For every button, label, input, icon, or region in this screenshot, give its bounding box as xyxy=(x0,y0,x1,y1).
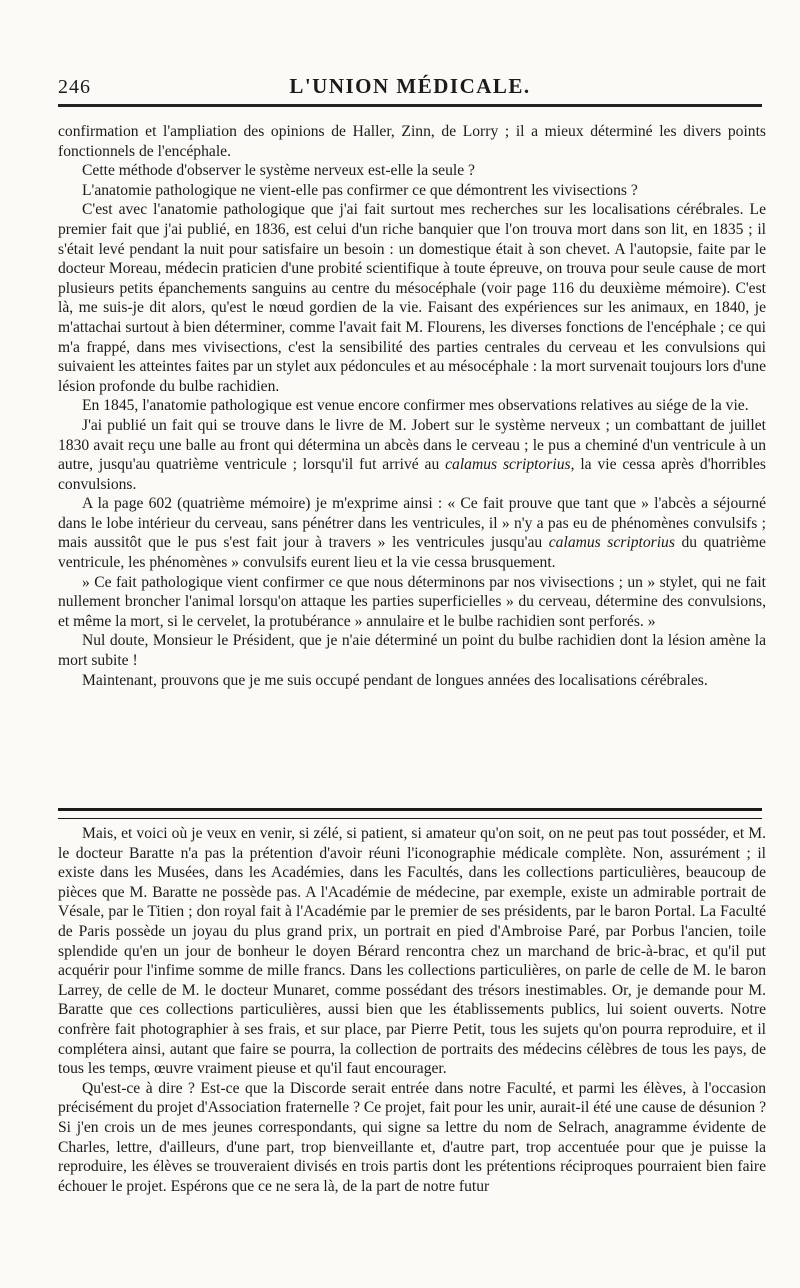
page-header xyxy=(58,68,762,104)
paragraph: Qu'est-ce à dire ? Est-ce que la Discorde serait entrée dans notre Faculté, et parmi les élèves, à l'occasion précisément du projet d'Association fraternelle ? Ce projet, fait pour les unir, aurait-il été une cause de désunion ? Si j'en crois un de mes jeunes correspondants, qui signe sa lettre du nom de Selrach, anagramme évidente de Charles, lettre, d'ailleurs, d'une part, trop bienveillante et, d'autre part, trop accentuée pour que je puisse la reproduire, les élèves se trouveraient divisés en trois partis dont les prétentions réciproques pourraient bien faire échouer le projet. Espérons que ce ne sera là, de la part de notre futur xyxy=(58,1079,766,1195)
paragraph: L'anatomie pathologique ne vient-elle pas confirmer ce que démontrent les vivisections ? xyxy=(82,181,638,199)
paragraph: confirmation et l'ampliation des opinions de Haller, Zinn, de Lorry ; il a mieux déterminé les divers points fonctionnels de l'encéphale. xyxy=(58,123,766,160)
paragraph: J'ai publié un fait qui se trouve dans le livre de M. Jobert sur le système nerveux ; un combattant de juillet 1830 avait reçu une balle au front qui détermina un abcès dans le cerveau ; le pus a cheminé d'un ventricule à un autre, jusqu'au quatrième ventricule ; lorsqu'il fut arrivé au calamus scriptorius, la vie cessa après d'horribles convulsions. xyxy=(58,416,766,493)
paragraph: C'est avec l'anatomie pathologique que j'ai fait surtout mes recherches sur les localisations cérébrales. Le premier fait que j'ai publié, en 1836, est celui d'un riche banquier que l'on trouva mort dans son lit, en 1835 ; il s'était levé pendant la nuit pour satisfaire un besoin : un domestique était à son chevet. A l'autopsie, faite par le docteur Moreau, médecin praticien d'une probité scientifique à toute épreuve, on trouva pour seule cause de mort plusieurs petits épanchements sanguins au centre du mésocéphale (voir page 116 du deuxième mémoire). C'est là, me suis-je dit alors, qu'est le nœud gordien de la vie. Faisant des expériences sur les animaux, en 1840, je m'attachai surtout à bien déterminer, comme l'avait fait M. Flourens, les diverses fonctions de l'encéphale ; ce qui m'a frappé, dans mes vivisections, c'est la sensibilité des parties centrales du cerveau et les convulsions qui suivaient les atteintes faites par un stylet aux pédoncules et au mésocéphale : la mort survenait toujours lors d'une lésion profonde du bulbe rachidien. xyxy=(58,201,766,395)
article-iconographie xyxy=(58,824,766,1196)
paragraph: En 1845, l'anatomie pathologique est venue encore confirmer mes observations relatives au siége de la vie. xyxy=(82,397,749,415)
paragraph: Mais, et voici où je veux en venir, si zélé, si patient, si amateur qu'on soit, on ne peut pas tout posséder, et M. le docteur Baratte n'a pas la prétention d'avoir réuni l'iconographie médicale complète. Non, assurément ; il existe dans les Musées, dans les Académies, dans les Facultés, dans les collections particulières, beaucoup de pièces que M. Baratte ne possède pas. A l'Académie de médecine, par exemple, existe un admirable portrait de Vésale, par le Titien ; don royal fait à l'Académie par le premier de ses présidents, par le baron Portal. La Faculté de Paris possède un joyau du plus grand prix, un portrait en pied d'Ambroise Paré, par Porbus l'ancien, toile splendide qu'en un jour de bonheur le doyen Bérard rencontra chez un marchand de bric-à-brac, et qu'il put acquérir pour l'infime somme de mille francs. Dans les collections particulières, on parle de celle de M. le baron Larrey, de celle de M. le docteur Munaret, comme possédant des trésors inestimables. Or, je demande pour M. Baratte que ces collections particulières, aussi bien que les établissements publics, lui soient ouverts. Notre confrère fait photographier à ses frais, et sur place, par Pierre Petit, tous les sujets qu'on pourra reproduire, et il complétera ainsi, autant que faire se pourra, la collection de portraits des médecins célèbres de tous les pays, de tous les temps, œuvre vraiment pieuse et qu'il faut encourager. xyxy=(58,825,766,1078)
paragraph: Nul doute, Monsieur le Président, que je n'aie déterminé un point du bulbe rachidien dont la lésion amène la mort subite ! xyxy=(58,632,766,670)
latin-term: calamus scriptorius xyxy=(548,534,675,552)
article-localisations xyxy=(58,122,766,690)
header-rule xyxy=(58,104,762,107)
quotation-paragraph: A la page 602 (quatrième mémoire) je m'exprime ainsi : « Ce fait prouve que tant que » l'abcès a séjourné dans le lobe intérieur du cerveau, sans pénétrer dans les ventricules, il » n'y a pas eu de phénomènes convulsifs ; mais aussitôt que le pus s'est fait jour à travers » les ventricules jusqu'au calamus scriptorius du quatrième ventricule, les phénomènes » convulsifs eurent lieu et la vie cessa brusquement. xyxy=(58,495,766,572)
paragraph: Maintenant, prouvons que je me suis occupé pendant de longues années des localisations cérébrales. xyxy=(82,671,708,689)
running-title: L'UNION MÉDICALE. xyxy=(289,74,531,98)
paragraph: Cette méthode d'observer le système nerveux est-elle la seule ? xyxy=(82,162,475,180)
page-number: 246 xyxy=(58,76,91,98)
section-divider xyxy=(58,808,762,819)
latin-term: calamus scriptorius xyxy=(445,456,571,474)
quotation-block xyxy=(58,494,766,631)
quotation-paragraph: » Ce fait pathologique vient confirmer ce que nous déterminons par nos vivisections ; un » stylet, qui ne fait nullement broncher l'animal lorsqu'on attaque les parties superficielles » du cerveau, détermine des convulsions, et même la mort, si le cervelet, la protubérance » annulaire et le bulbe rachidien sont perforés. » xyxy=(58,573,766,630)
